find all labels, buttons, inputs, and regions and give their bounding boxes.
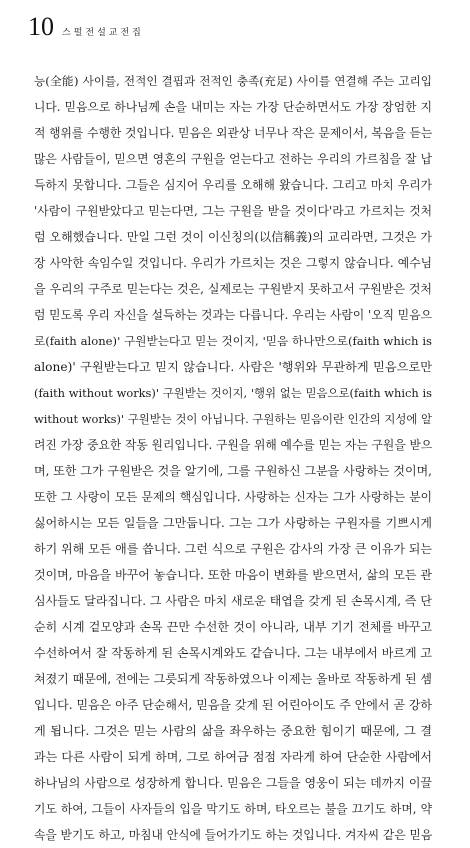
text-line: 심사들도 달라집니다. 그 사람은 마치 새로운 태엽을 갖게 된 손목시계, 즉 단 bbox=[34, 594, 432, 608]
text-line: 것이며, 마음을 바꾸어 놓습니다. 또한 마음이 변화를 받으면서, 삶의 모든 관 bbox=[34, 568, 432, 582]
text-line: 럼 오해했습니다. 만일 그런 것이 이신칭의(以信稱義)의 교리라면, 그것은 가 bbox=[34, 230, 432, 244]
text-line: 장 사악한 속임수일 것입니다. 우리가 가르치는 것은 그렇지 않습니다. 예수님 bbox=[34, 256, 432, 270]
text-line: 기도 하여, 그들이 사자들의 입을 막기도 하며, 타오르는 불을 끄기도 하며, 약 bbox=[34, 802, 432, 816]
text-line: 또한 그 사랑이 모든 문제의 핵심입니다. 사랑하는 신자는 그가 사랑하는 분이 bbox=[34, 490, 432, 504]
text-line: 며, 또한 그가 구원받은 것을 알기에, 그를 구원하신 그분을 사랑하는 것이며, bbox=[34, 464, 432, 478]
text-line: 득하지 못합니다. 그들은 심지어 우리를 오해해 왔습니다. 그리고 마치 우리가 bbox=[34, 178, 432, 192]
body-text bbox=[34, 68, 432, 848]
page-header bbox=[28, 12, 144, 52]
text-line: 순히 시계 겉모양과 손목 끈만 수선한 것이 아니라, 내부 기기 전체를 바꾸고 bbox=[34, 620, 432, 634]
text-line: 게 됩니다. 그것은 믿는 사람의 삶을 좌우하는 중요한 힘이기 때문에, 그 결 bbox=[34, 724, 432, 738]
text-line: (faith without works)' 구원받는 것이지, '행위 없는 믿음으로(faith which is bbox=[34, 386, 432, 400]
text-line: 과는 다른 사람이 되게 하며, 그로 하여금 점점 자라게 하여 단순한 사람에서 bbox=[34, 750, 432, 764]
text-line: 럼 믿도록 우리 자신을 설득하는 것과는 다릅니다. 우리는 사람이 '오직 믿음으 bbox=[34, 308, 432, 322]
text-line: 니다. 믿음으로 하나님께 손을 내미는 자는 가장 단순하면서도 가장 장엄한 지 bbox=[34, 100, 432, 114]
text-line: 하기 위해 모든 애를 씁니다. 그런 식으로 구원은 감사의 가장 큰 이유가 되는 bbox=[34, 542, 432, 556]
text-line: alone)' 구원받는다고 믿지 않습니다. 사람은 '행위와 무관하게 믿음으로만 bbox=[34, 360, 432, 374]
text-line: 능(全能) 사이를, 전적인 결핍과 전적인 충족(充足) 사이를 연결해 주는 고리입 bbox=[34, 74, 432, 88]
text-line: 입니다. 믿음은 아주 단순해서, 믿음을 갖게 된 어린아이도 주 안에서 곧 강하 bbox=[34, 698, 432, 712]
text-line: 적 행위를 수행한 것입니다. 믿음은 외관상 너무나 작은 문제이서, 복음을 듣는 bbox=[34, 126, 432, 140]
text-line: 을 우리의 구주로 믿는다는 것은, 실제로는 구원받지 못하고서 구원받은 것처 bbox=[34, 282, 432, 296]
running-title: 스펄전설교전집 bbox=[62, 28, 144, 38]
text-line: 로(faith alone)' 구원받는다고 믿는 것이지, '믿음 하나만으로(faith which is bbox=[34, 334, 432, 348]
text-line: 려진 가장 중요한 작동 원리입니다. 구원을 위해 예수를 믿는 자는 구원을 받으 bbox=[34, 438, 432, 452]
page-number: 10 bbox=[28, 12, 54, 41]
text-line: 많은 사람들이, 믿으면 영혼의 구원을 얻는다고 전하는 우리의 가르침을 잘 납 bbox=[34, 152, 432, 166]
text-line: without works)' 구원받는 것이 아닙니다. 구원하는 믿음이란 인간의 지성에 알 bbox=[34, 412, 432, 426]
text-line: 싫어하시는 모든 일들을 그만둡니다. 그는 그가 사랑하는 구원자를 기쁘시게 bbox=[34, 516, 432, 530]
text-line: 수선하여서 잘 작동하게 된 손목시계와도 같습니다. 그는 내부에서 바르게 고 bbox=[34, 646, 432, 660]
text-line: '사람이 구원받았다고 믿는다면, 그는 구원을 받을 것이다'라고 가르치는 것처 bbox=[34, 204, 432, 218]
text-line: 하나님의 사람으로 성장하게 합니다. 믿음은 그들을 영웅이 되는 데까지 이끌 bbox=[34, 776, 432, 790]
text-line: 쳐졌기 때문에, 전에는 그릇되게 작동하였으나 이제는 올바로 작동하게 된 셈 bbox=[34, 672, 432, 686]
text-line: 속을 받기도 하고, 마침내 안식에 들어가기도 하는 것입니다. 겨자씨 같은 믿음 bbox=[34, 828, 432, 842]
